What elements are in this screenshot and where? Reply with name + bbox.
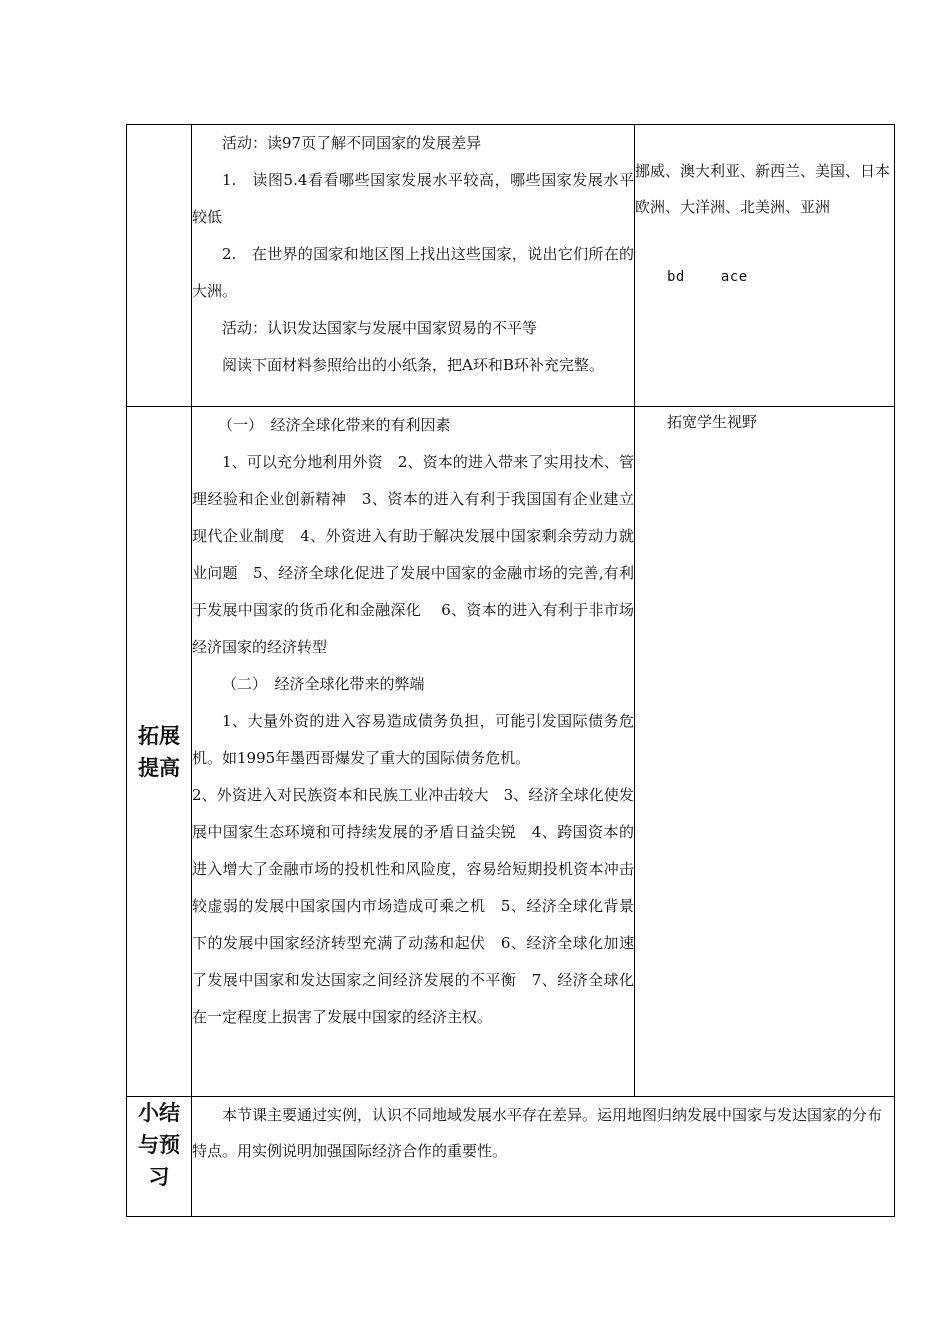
activity1-item2: 2. 在世界的国家和地区图上找出这些国家，说出它们所在的大洲。 <box>192 245 634 300</box>
section1-title: （一） 经济全球化带来的有利因素 <box>218 416 451 434</box>
activity-row <box>127 125 895 407</box>
activity1-title: 活动：读97页了解不同国家的发展差异 <box>222 134 482 152</box>
lesson-plan-table <box>126 124 895 1217</box>
activity1-item1: 1. 读图5.4看看哪些国家发展水平较高，哪些国家发展水平较低 <box>192 171 634 226</box>
extension-side <box>635 407 895 1097</box>
summary-content <box>192 1097 895 1217</box>
answer-ring-codes <box>635 259 894 295</box>
extension-row-label: 拓展提高 <box>127 407 192 1097</box>
side-note: 拓宽学生视野 <box>667 413 758 431</box>
extension-row <box>127 407 895 1097</box>
answer-countries: 挪威、澳大利亚、新西兰、美国、日本 <box>635 162 891 180</box>
summary-text: 本节课主要通过实例，认识不同地域发展水平存在差异。运用地图归纳发展中国家与发达国家的分布特点。用实例说明加强国际经济合作的重要性。 <box>192 1106 883 1160</box>
extension-content <box>192 407 635 1097</box>
section2-text-1: 1、大量外资的进入容易造成债务负担，可能引发国际债务危机。如1995年墨西哥爆发了重大的国际债务危机。 <box>192 712 634 767</box>
activity-row-label <box>127 125 192 407</box>
section2-title: （二） 经济全球化带来的弊端 <box>222 675 425 693</box>
answer-ring-b: ace <box>720 269 748 285</box>
activity2-text: 阅读下面材料参照给出的小纸条，把A环和B环补充完整。 <box>222 356 604 374</box>
answer-continents: 欧洲、大洋洲、北美洲、亚洲 <box>635 198 831 216</box>
summary-row <box>127 1097 895 1217</box>
answer-ring-a: bd <box>667 269 685 285</box>
section1-text: 1、可以充分地利用外资 2、资本的进入带来了实用技术、管理经验和企业创新精神 3、资本的进入有利于我国国有企业建立现代企业制度 4、外资进入有助于解决发展中国家剩余劳动力就业问题 5、经济全球化促进了发展中国家的金融市场的完善,有利于发展中国家的货币化和金融深化 6、资本的进入有利于非市场经济国家的经济转型 <box>192 453 634 656</box>
activity-content <box>192 125 635 407</box>
activity2-title: 活动：认识发达国家与发展中国家贸易的不平等 <box>222 319 538 337</box>
section2-text-2: 2、外资进入对民族资本和民族工业冲击较大 3、经济全球化使发展中国家生态环境和可持续发展的矛盾日益尖锐 4、跨国资本的进入增大了金融市场的投机性和风险度，容易给短期投机资本冲击较虚弱的发展中国家国内市场造成可乘之机 5、经济全球化背景下的发展中国家经济转型充满了动荡和起伏 6、经济全球化加速了发展中国家和发达国家之间经济发展的不平衡 7、经济全球化在一定程度上损害了发展中国家的经济主权。 <box>192 786 634 1026</box>
activity-answers <box>635 125 895 407</box>
summary-row-label: 小结与预习 <box>127 1097 192 1217</box>
